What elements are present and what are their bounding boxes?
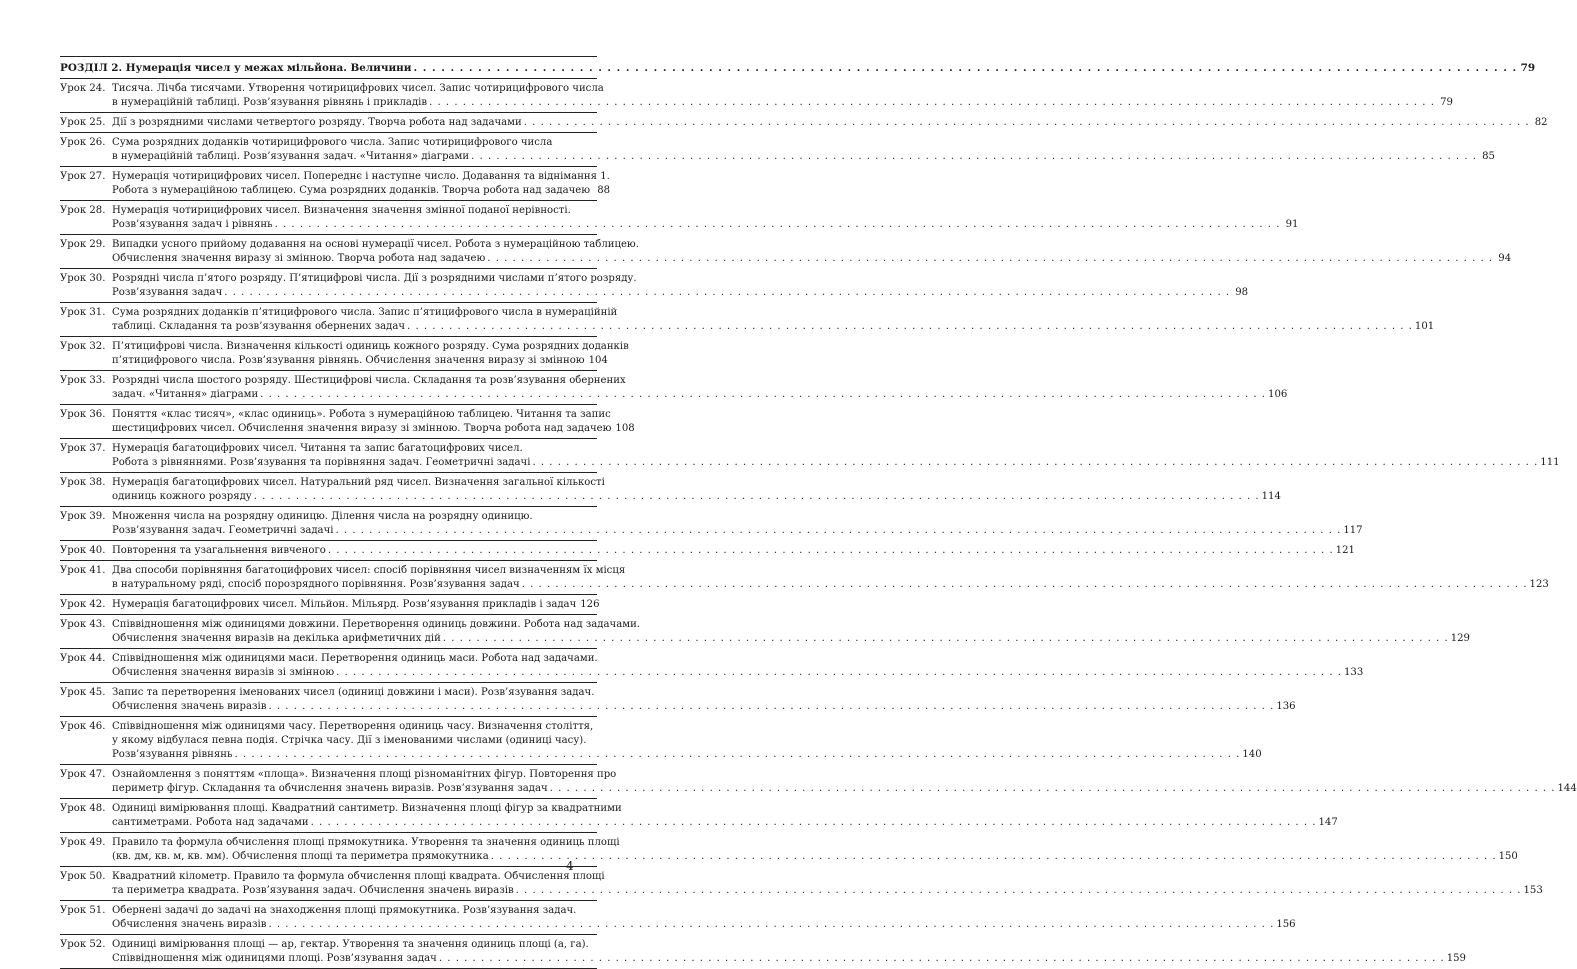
toc-entry [60, 595, 600, 615]
description-line [112, 388, 1288, 402]
leader-dots: . . . . . . . . . . . . . . . . . . . . . . . . . . . . . . . . . . . . . . . . . . . . . . . . . . . . . . . . . . . . . . . . . . . . . . . . . . . . . . . . . . . . . . . . . . . . . . . . . . . . . . . . . . . . . . . . . . . . . . . . [471, 151, 1477, 162]
description-line [112, 734, 597, 748]
leader-dots: . . . . . . . . . . . . . . . . . . . . . . . . . . . . . . . . . . . . . . . . . . . . . . . . . . . . . . . . . . . . . . . . . . . . . . . . . . . . . . . . . . . . . . . . . . . . . . . . . . . . . . . . . . . . . . . . . . . . . . . . [336, 667, 1342, 678]
leader-dots: . . . . . . . . . . . . . . . . . . . . . . . . . . . . . . . . . . . . . . . . . . . . . . . . . . . . . . . . . . . . . . . . . . . . . . . . . . . . . . . . . . . . . . . . . . . . . . . . . . . . . . . . . . . . . . . . . . . . . . . . [407, 321, 1413, 332]
lesson-page: 85 [1482, 151, 1495, 162]
description-line [112, 598, 600, 612]
lesson-description [112, 686, 1296, 714]
description-line [112, 136, 597, 150]
description-text: Розв’язування задач [112, 287, 223, 298]
lesson-description [112, 82, 1453, 110]
description-text: в нумераційній таблиці. Розв’язування задач. «Читання» діаграми [112, 151, 470, 162]
lesson-page: 104 [588, 355, 608, 366]
lesson-page: 150 [1498, 851, 1518, 862]
description-line [112, 652, 597, 666]
lesson-description [112, 170, 611, 198]
description-line [112, 116, 1548, 130]
leader-dots: . . . . . . . . . . . . . . . . . . . . . . . . . . . . . . . . . . . . . . . . . . . . . . . . . . . . . . . . . . . . . . . . . . . . . . . . . . . . . . . . . . . . . . . . . . . . . . . . . . . . . . . . . . . . . . . . . . . . . . . . [413, 62, 1518, 74]
lesson-page: 140 [1242, 749, 1262, 760]
description-text: Нумерація чотирицифрових чисел. Попереднє і наступне число. Додавання та віднімання 1. [112, 171, 610, 182]
leader-dots: . . . . . . . . . . . . . . . . . . . . . . . . . . . . . . . . . . . . . . . . . . . . . . . . . . . . . . . . . . . . . . . . . . . . . . . . . . . . . . . . . . . . . . . . . . . . . . . . . . . . . . . . . . . . . . . . . . . . . . . . [260, 389, 1267, 400]
section-heading [60, 57, 1536, 79]
toc-entry [60, 799, 1338, 833]
description-line [112, 524, 1363, 538]
description-line [112, 632, 1470, 646]
lesson-label: Урок 46. [60, 721, 106, 732]
description-text: сантиметрами. Робота над задачами [112, 817, 309, 828]
toc-entry [60, 507, 1363, 541]
description-line [112, 686, 597, 700]
description-line [112, 96, 1453, 110]
lesson-description [112, 564, 1549, 592]
lesson-label: Урок 45. [60, 687, 106, 698]
description-text: Розв’язування рівнянь [112, 749, 233, 760]
description-line [112, 782, 1577, 796]
description-text: Одиниці вимірювання площі. Квадратний сантиметр. Визначення площі фігур за квадратними [112, 803, 622, 814]
lesson-label: Урок 43. [60, 619, 106, 630]
lesson-label: Урок 40. [60, 545, 106, 556]
lesson-description [112, 116, 1548, 130]
description-text: Робота з нумераційною таблицею. Сума розрядних доданків. Творча робота над задачею [112, 185, 591, 196]
description-line [112, 870, 605, 884]
lesson-description [112, 618, 1470, 646]
leader-dots: . . . . . . . . . . . . . . . . . . . . . . . . . . . . . . . . . . . . . . . . . . . . . . . . . . . . . . . . . . . . . . . . . . . . . . . . . . . . . . . . . . . . . . . . . . . . . . . . . . . . . . . . . . . . . . . . . . . . . . . . [310, 817, 1317, 828]
lesson-label: Урок 37. [60, 443, 106, 454]
description-text: Дії з розрядними числами четвертого розряду. Творча робота над задачами [112, 117, 522, 128]
toc-entry [60, 833, 1518, 867]
leader-dots: . . . . . . . . . . . . . . . . . . . . . . . . . . . . . . . . . . . . . . . . . . . . . . . . . . . . . . . . . . . . . . . . . . . . . . . . . . . . . . . . . . . . . . . . . . . . . . . . . . . . . . . . . . . . . . . . . . . . . . . . [549, 783, 1556, 794]
description-line [112, 374, 626, 388]
lesson-page: 79 [1440, 97, 1453, 108]
section-page: 79 [1520, 62, 1536, 74]
description-line [112, 816, 1338, 830]
description-line [112, 340, 629, 354]
lesson-page: 123 [1529, 579, 1549, 590]
description-line [112, 252, 1512, 266]
toc-entry [60, 765, 1577, 799]
toc-entry [60, 649, 1364, 683]
leader-dots: . . . . . . . . . . . . . . . . . . . . . . . . . . . . . . . . . . . . . . . . . . . . . . . . . . . . . . . . . . . . . . . . . . . . . . . . . . . . . . . . . . . . . . . . . . . . . . . . . . . . . . . . . . . . . . . . . . . . . . . . [532, 457, 1539, 468]
description-line [112, 476, 605, 490]
lesson-description [112, 652, 1364, 680]
lesson-description [112, 238, 1512, 266]
description-line [112, 82, 604, 96]
lesson-label: Урок 33. [60, 375, 106, 386]
lesson-description [112, 720, 1262, 762]
description-line [112, 938, 597, 952]
description-text: Квадратний кілометр. Правило та формула обчислення площі квадрата. Обчислення площі [112, 871, 605, 882]
description-text: шестицифрових чисел. Обчислення значення виразу зі змінною. Творча робота над задачею [112, 423, 612, 434]
toc-entry [60, 901, 1296, 935]
lesson-label: Урок 42. [60, 599, 106, 610]
lesson-label: Урок 27. [60, 171, 106, 182]
description-text: Нумерація чотирицифрових чисел. Визначення значення змінної поданої нерівності. [112, 205, 571, 216]
lesson-page: 88 [597, 185, 611, 196]
lesson-page: 108 [615, 423, 635, 434]
description-text: в нумераційній таблиці. Розв’язування рівнянь і прикладів [112, 97, 428, 108]
lesson-list [60, 79, 1577, 969]
leader-dots: . . . . . . . . . . . . . . . . . . . . . . . . . . . . . . . . . . . . . . . . . . . . . . . . . . . . . . . . . . . . . . . . . . . . . . . . . . . . . . . . . . . . . . . . . . . . . . . . . . . . . . . . . . . . . . . . . . . . . . . . [487, 253, 1494, 264]
lesson-label: Урок 29. [60, 239, 106, 250]
description-text: Обчислення значення виразів на декілька арифметичних дій [112, 633, 441, 644]
toc-entry [60, 337, 629, 371]
description-line [112, 272, 637, 286]
description-line [112, 490, 1281, 504]
description-line [112, 918, 1296, 932]
description-text: Множення числа на розрядну одиницю. Ділення числа на розрядну одиницю. [112, 511, 533, 522]
description-line [112, 904, 597, 918]
description-line [112, 748, 1262, 762]
description-text: Нумерація багатоцифрових чисел. Читання та запис багатоцифрових чисел. [112, 443, 523, 454]
lesson-page: 111 [1540, 457, 1560, 468]
lesson-label: Урок 39. [60, 511, 106, 522]
leader-dots: . . . . . . . . . . . . . . . . . . . . . . . . . . . . . . . . . . . . . . . . . . . . . . . . . . . . . . . . . . . . . . . . . . . . . . . . . . . . . . . . . . . . . . . . . . . . . . . . . . . . . . . . . . . . . . . . . . . . . . . . [268, 701, 1275, 712]
lesson-description [112, 802, 1338, 830]
lesson-label: Урок 30. [60, 273, 106, 284]
lesson-page: 156 [1276, 919, 1296, 930]
lesson-label: Урок 48. [60, 803, 106, 814]
description-line [112, 218, 1299, 232]
lesson-description [112, 768, 1577, 796]
lesson-description [112, 476, 1281, 504]
lesson-label: Урок 24. [60, 83, 106, 94]
lesson-page: 136 [1276, 701, 1296, 712]
description-line [112, 354, 608, 368]
lesson-page: 121 [1335, 545, 1355, 556]
description-text: Співвідношення між одиницями часу. Перетворення одиниць часу. Визначення століття, [112, 721, 594, 732]
toc-entry [60, 561, 1549, 595]
description-line [112, 170, 610, 184]
lesson-label: Урок 47. [60, 769, 106, 780]
lesson-page: 133 [1343, 667, 1364, 678]
description-text: у якому відбулася певна подія. Стрічка часу. Дії з іменованими числами (одиниці часу). [112, 735, 587, 746]
description-line [112, 442, 597, 456]
toc-entry [60, 405, 635, 439]
lesson-page: 114 [1261, 491, 1281, 502]
lesson-page: 106 [1268, 389, 1288, 400]
lesson-description [112, 136, 1495, 164]
description-text: периметр фігур. Складання та обчислення значень виразів. Розв’язування задач [112, 783, 548, 794]
description-text: п’ятицифрового числа. Розв’язування рівнянь. Обчислення значення виразу зі змінною [112, 355, 585, 366]
lesson-page: 82 [1534, 117, 1548, 128]
description-text: задач. «Читання» діаграми [112, 389, 259, 400]
description-line [112, 150, 1495, 164]
leader-dots: . . . . . . . . . . . . . . . . . . . . . . . . . . . . . . . . . . . . . . . . . . . . . . . . . . . . . . . . . . . . . . . . . . . . . . . . . . . . . . . . . . . . . . . . . . . . . . . . . . . . . . . . . . . . . . . . . . . . . . . . [521, 579, 1528, 590]
lesson-page: 144 [1557, 783, 1577, 794]
lesson-description [112, 306, 1435, 334]
leader-dots: . . . . . . . . . . . . . . . . . . . . . . . . . . . . . . . . . . . . . . . . . . . . . . . . . . . . . . . . . . . . . . . . . . . . . . . . . . . . . . . . . . . . . . . . . . . . . . . . . . . . . . . . . . . . . . . . . . . . . . . . [335, 525, 1342, 536]
lesson-description [112, 272, 1249, 300]
description-line [112, 306, 618, 320]
lesson-description [112, 938, 1466, 966]
description-text: Нумерація багатоцифрових чисел. Мільйон. Мільярд. Розв’язування прикладів і задач [112, 599, 577, 610]
leader-dots: . . . . . . . . . . . . . . . . . . . . . . . . . . . . . . . . . . . . . . . . . . . . . . . . . . . . . . . . . . . . . . . . . . . . . . . . . . . . . . . . . . . . . . . . . . . . . . . . . . . . . . . . . . . . . . . . . . . . . . . . [268, 919, 1275, 930]
lesson-page: 117 [1343, 525, 1363, 536]
lesson-description [112, 544, 1355, 558]
description-text: Розв’язування задач і рівнянь [112, 219, 273, 230]
lesson-label: Урок 50. [60, 871, 106, 882]
toc-entry [60, 113, 1548, 133]
toc-entry [60, 717, 1262, 765]
lesson-description [112, 340, 629, 368]
description-line [112, 184, 611, 198]
lesson-label: Урок 38. [60, 477, 106, 488]
description-text: Робота з рівняннями. Розв’язування та порівняння задач. Геометричні задачі [112, 457, 531, 468]
lesson-page: 159 [1446, 953, 1466, 964]
table-of-contents [60, 56, 1577, 969]
lesson-label: Урок 31. [60, 307, 106, 318]
toc-entry [60, 79, 1453, 113]
leader-dots: . . . . . . . . . . . . . . . . . . . . . . . . . . . . . . . . . . . . . . . . . . . . . . . . . . . . . . . . . . . . . . . . . . . . . . . . . . . . . . . . . . . . . . . . . . . . . . . . . . . . . . . . . . . . . . . . . . . . . . . . [253, 491, 1260, 502]
description-text: Нумерація багатоцифрових чисел. Натуральний ряд чисел. Визначення загальної кількості [112, 477, 605, 488]
lesson-page: 94 [1498, 253, 1512, 264]
description-line [112, 422, 635, 436]
lesson-page: 101 [1414, 321, 1435, 332]
description-text: Поняття «клас тисяч», «клас одиниць». Робота з нумераційною таблицею. Читання та запис [112, 409, 611, 420]
lesson-description [112, 374, 1288, 402]
description-text: Розрядні числа шостого розряду. Шестицифрові числа. Складання та розв’язування обернених [112, 375, 626, 386]
leader-dots: . . . . . . . . . . . . . . . . . . . . . . . . . . . . . . . . . . . . . . . . . . . . . . . . . . . . . . . . . . . . . . . . . . . . . . . . . . . . . . . . . . . . . . . . . . . . . . . . . . . . . . . . . . . . . . . . . . . . . . . . [515, 885, 1522, 896]
toc-entry [60, 371, 1288, 405]
lesson-description [112, 836, 1518, 864]
toc-entry [60, 167, 611, 201]
description-line [112, 720, 597, 734]
description-text: Обчислення значення виразів зі змінною [112, 667, 335, 678]
description-line [112, 204, 597, 218]
description-line [112, 578, 1549, 592]
description-text: Обчислення значення виразу зі змінною. Творча робота над задачею [112, 253, 486, 264]
lesson-label: Урок 25. [60, 117, 106, 128]
description-text: таблиці. Складання та розв’язування обернених задач [112, 321, 406, 332]
description-text: Тисяча. Лічба тисячами. Утворення чотирицифрових чисел. Запис чотирицифрового числа [112, 83, 604, 94]
description-line [112, 768, 617, 782]
description-line [112, 564, 626, 578]
description-text: (кв. дм, кв. м, кв. мм). Обчислення площі та периметра прямокутника [112, 851, 489, 862]
description-line [112, 884, 1543, 898]
description-text: Співвідношення між одиницями маси. Перетворення одиниць маси. Робота над задачами. [112, 653, 598, 664]
description-line [112, 802, 622, 816]
description-line [112, 510, 597, 524]
lesson-label: Урок 26. [60, 137, 106, 148]
description-text: Сума розрядних доданків чотирицифрового числа. Запис чотирицифрового числа [112, 137, 553, 148]
description-text: Одиниці вимірювання площі — ар, гектар. Утворення та значення одиниць площі (а, га). [112, 939, 589, 950]
lesson-description [112, 904, 1296, 932]
toc-entry [60, 133, 1495, 167]
description-text: в натуральному ряді, спосіб порозрядного порівняння. Розв’язування задач [112, 579, 520, 590]
leader-dots: . . . . . . . . . . . . . . . . . . . . . . . . . . . . . . . . . . . . . . . . . . . . . . . . . . . . . . . . . . . . . . . . . . . . . . . . . . . . . . . . . . . . . . . . . . . . . . . . . . . . . . . . . . . . . . . . . . . . . . . . [523, 117, 1530, 128]
lesson-label: Урок 41. [60, 565, 106, 576]
description-text: Обернені задачі до задачі на знаходження площі прямокутника. Розв’язування задач. [112, 905, 577, 916]
toc-entry [60, 269, 1249, 303]
description-text: Співвідношення між одиницями площі. Розв’язування задач [112, 953, 437, 964]
description-text: Сума розрядних доданків п’ятицифрового числа. Запис п’ятицифрового числа в нумераційній [112, 307, 618, 318]
toc-entry [60, 683, 1296, 717]
leader-dots: . . . . . . . . . . . . . . . . . . . . . . . . . . . . . . . . . . . . . . . . . . . . . . . . . . . . . . . . . . . . . . . . . . . . . . . . . . . . . . . . . . . . . . . . . . . . . . . . . . . . . . . . . . . . . . . . . . . . . . . . [442, 633, 1449, 644]
description-text: Розв’язування задач. Геометричні задачі [112, 525, 334, 536]
description-line [112, 320, 1435, 334]
description-line [112, 700, 1296, 714]
toc-entry [60, 201, 1299, 235]
description-line [112, 544, 1355, 558]
lesson-label: Урок 36. [60, 409, 106, 420]
lesson-page: 147 [1318, 817, 1338, 828]
leader-dots: . . . . . . . . . . . . . . . . . . . . . . . . . . . . . . . . . . . . . . . . . . . . . . . . . . . . . . . . . . . . . . . . . . . . . . . . . . . . . . . . . . . . . . . . . . . . . . . . . . . . . . . . . . . . . . . . . . . . . . . . [490, 851, 1497, 862]
toc-entry [60, 303, 1435, 337]
lesson-description [112, 510, 1363, 538]
description-text: Обчислення значень виразів [112, 919, 267, 930]
toc-entry [60, 541, 1355, 561]
description-text: одиниць кожного розряду [112, 491, 252, 502]
description-text: Два способи порівняння багатоцифрових чисел: спосіб порівняння чисел визначенням їх місця [112, 565, 626, 576]
description-line [112, 408, 611, 422]
description-line [112, 456, 1560, 470]
lesson-page: 126 [580, 599, 600, 610]
lesson-page: 129 [1450, 633, 1470, 644]
lesson-label: Урок 44. [60, 653, 106, 664]
description-line [112, 850, 1518, 864]
lesson-page: 91 [1285, 219, 1299, 230]
description-text: Ознайомлення з поняттям «площа». Визначення площі різноманітних фігур. Повторення про [112, 769, 617, 780]
description-line [112, 666, 1364, 680]
toc-entry [60, 235, 1512, 269]
leader-dots: . . . . . . . . . . . . . . . . . . . . . . . . . . . . . . . . . . . . . . . . . . . . . . . . . . . . . . . . . . . . . . . . . . . . . . . . . . . . . . . . . . . . . . . . . . . . . . . . . . . . . . . . . . . . . . . . . . . . . . . . [274, 219, 1281, 230]
toc-entry [60, 615, 1470, 649]
lesson-page: 98 [1235, 287, 1249, 298]
lesson-description [112, 204, 1299, 232]
lesson-label: Урок 51. [60, 905, 106, 916]
page-number: 4 [566, 859, 574, 873]
lesson-label: Урок 32. [60, 341, 106, 352]
description-line [112, 238, 639, 252]
description-text: П’ятицифрові числа. Визначення кількості одиниць кожного розряду. Сума розрядних доданків [112, 341, 629, 352]
lesson-description [112, 598, 600, 612]
lesson-description [112, 442, 1560, 470]
toc-entry [60, 473, 1281, 507]
leader-dots: . . . . . . . . . . . . . . . . . . . . . . . . . . . . . . . . . . . . . . . . . . . . . . . . . . . . . . . . . . . . . . . . . . . . . . . . . . . . . . . . . . . . . . . . . . . . . . . . . . . . . . . . . . . . . . . . . . . . . . . . [224, 287, 1231, 298]
lesson-description [112, 408, 635, 436]
toc-entry [60, 867, 1543, 901]
leader-dots: . . . . . . . . . . . . . . . . . . . . . . . . . . . . . . . . . . . . . . . . . . . . . . . . . . . . . . . . . . . . . . . . . . . . . . . . . . . . . . . . . . . . . . . . . . . . . . . . . . . . . . . . . . . . . . . . . . . . . . . . [234, 749, 1241, 760]
description-text: Правило та формула обчислення площі прямокутника. Утворення та значення одиниць площі [112, 837, 620, 848]
description-text: Запис та перетворення іменованих чисел (одиниці довжини і маси). Розв’язування задач. [112, 687, 595, 698]
lesson-description [112, 870, 1543, 898]
description-text: Обчислення значень виразів [112, 701, 267, 712]
toc-entry [60, 439, 1560, 473]
lesson-page: 153 [1523, 885, 1543, 896]
section-title: РОЗДІЛ 2. Нумерація чисел у межах мільйона. Величини [60, 62, 412, 74]
lesson-label: Урок 28. [60, 205, 106, 216]
description-line [112, 952, 1466, 966]
lesson-label: Урок 52. [60, 939, 106, 950]
toc-entry [60, 935, 1466, 969]
description-line [112, 286, 1249, 300]
leader-dots: . . . . . . . . . . . . . . . . . . . . . . . . . . . . . . . . . . . . . . . . . . . . . . . . . . . . . . . . . . . . . . . . . . . . . . . . . . . . . . . . . . . . . . . . . . . . . . . . . . . . . . . . . . . . . . . . . . . . . . . . [429, 97, 1435, 108]
lesson-label: Урок 49. [60, 837, 106, 848]
description-text: Випадки усного прийому додавання на основі нумерації чисел. Робота з нумераційною таблицею. [112, 239, 639, 250]
description-text: Співвідношення між одиницями довжини. Перетворення одиниць довжини. Робота над задачами. [112, 619, 641, 630]
description-text: Розрядні числа п’ятого розряду. П’ятицифрові числа. Дії з розрядними числами п’ятого розряду. [112, 273, 637, 284]
description-line [112, 618, 641, 632]
description-text: та периметра квадрата. Розв’язування задач. Обчислення значень виразів [112, 885, 514, 896]
leader-dots: . . . . . . . . . . . . . . . . . . . . . . . . . . . . . . . . . . . . . . . . . . . . . . . . . . . . . . . . . . . . . . . . . . . . . . . . . . . . . . . . . . . . . . . . . . . . . . . . . . . . . . . . . . . . . . . . . . . . . . . . [438, 953, 1445, 964]
description-line [112, 836, 620, 850]
leader-dots: . . . . . . . . . . . . . . . . . . . . . . . . . . . . . . . . . . . . . . . . . . . . . . . . . . . . . . . . . . . . . . . . . . . . . . . . . . . . . . . . . . . . . . . . . . . . . . . . . . . . . . . . . . . . . . . . . . . . . . . . [327, 545, 1334, 556]
description-text: Повторення та узагальнення вивченого [112, 545, 326, 556]
